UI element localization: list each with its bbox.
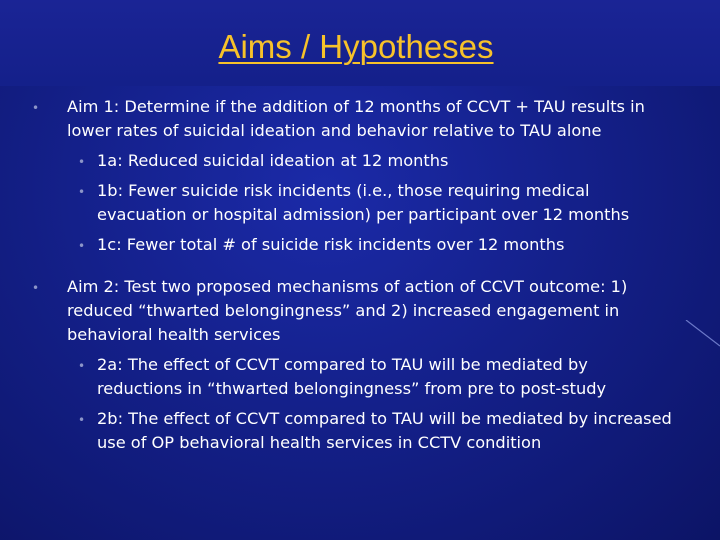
section-gap [0,257,712,275]
bullet-icon: • [32,281,40,295]
aim-1b-text: 1b: Fewer suicide risk incidents (i.e., those requiring medical evacuation or hospital admission) per participant over 12 months [97,181,630,224]
decorative-line [680,320,720,360]
aim-2-text: Aim 2: Test two proposed mechanisms of action of CCVT outcome: 1) reduced “thwarted belongingness” and 2) increased engagement in behavioral health services [67,277,628,344]
aim-1c-text: 1c: Fewer total # of suicide risk incidents over 12 months [97,235,565,254]
aim-2b-text: 2b: The effect of CCVT compared to TAU will be mediated by increased use of OP behavioral health services in CCTV condition [97,409,672,452]
aim-2 [32,275,677,347]
slide-title: Aims / Hypotheses [218,28,494,65]
aim-2b [78,407,677,455]
bullet-icon: • [78,155,86,169]
aim-2a [78,353,677,401]
bullet-icon: • [32,101,40,115]
aim-1c [78,233,677,257]
bullet-icon: • [78,413,86,427]
bullet-icon: • [78,239,86,253]
bullet-icon: • [78,359,86,373]
bullet-icon: • [78,185,86,199]
aim-2a-text: 2a: The effect of CCVT compared to TAU will be mediated by reductions in “thwarted belongingness” from pre to post-study [97,355,607,398]
aim-1a [78,149,677,173]
aim-1a-text: 1a: Reduced suicidal ideation at 12 months [97,151,449,170]
aim-1 [32,95,677,143]
aim-1-text: Aim 1: Determine if the addition of 12 months of CCVT + TAU results in lower rates of suicidal ideation and behavior relative to TAU alone [67,97,645,140]
slide-body [0,95,712,455]
aim-1b [78,179,677,227]
